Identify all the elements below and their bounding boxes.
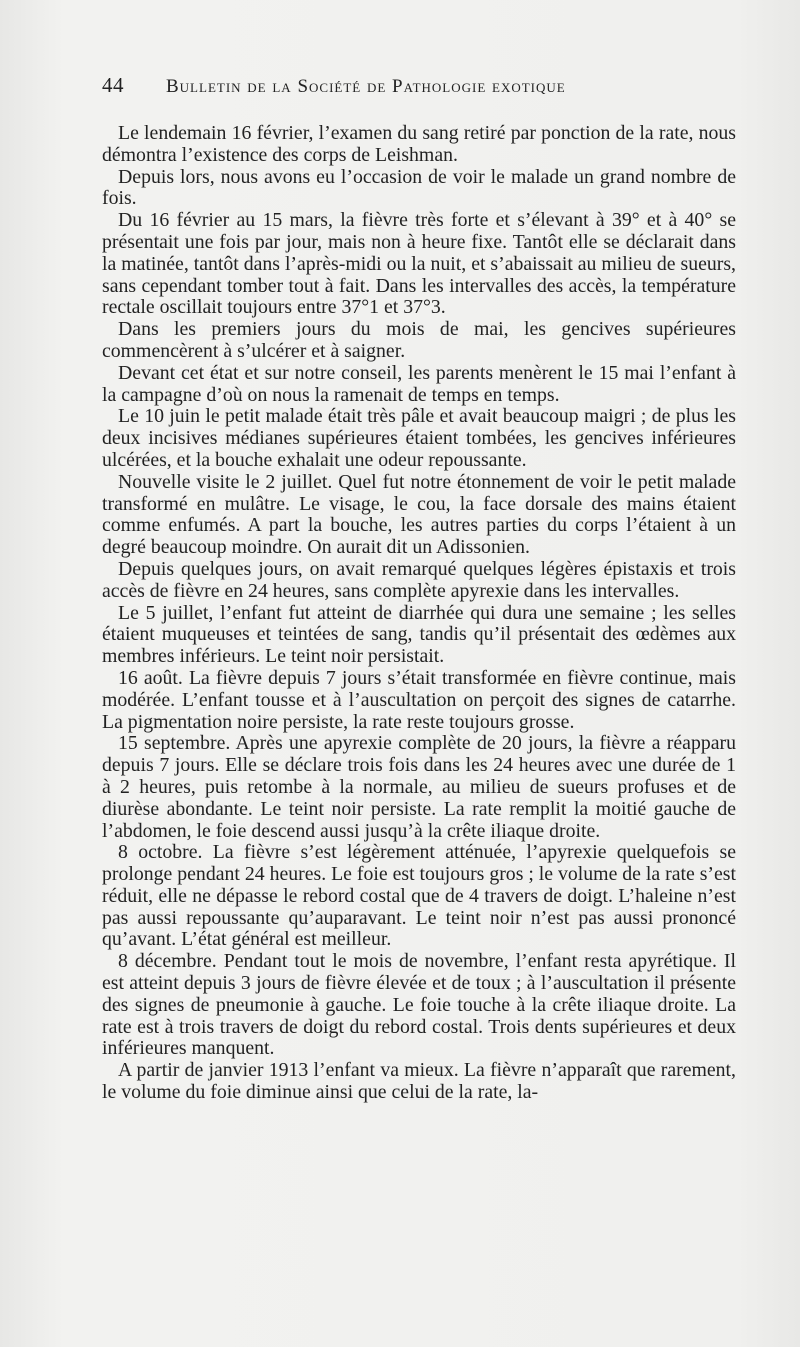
page-header <box>102 73 736 109</box>
paragraph: Le lendemain 16 février, l’examen du sang retiré par ponction de la rate, nous démontra l’existence des corps de Leishman. <box>102 122 736 166</box>
paragraph: 16 août. La fièvre depuis 7 jours s’était transformée en fièvre continue, mais modérée. L’enfant tousse et à l’auscultation on perçoit des signes de catarrhe. La pigmentation noire persiste, la rate reste toujours grosse. <box>102 666 736 733</box>
paragraph: Depuis lors, nous avons eu l’occasion de voir le malade un grand nombre de fois. <box>102 165 736 210</box>
article-body <box>102 123 736 1104</box>
paragraph: Du 16 février au 15 mars, la fièvre très forte et s’élevant à 39° et à 40° se présentait une fois par jour, mais non à heure fixe. Tantôt elle se déclarait dans la matinée, tantôt dans l’après-midi ou la nuit, et s’abaissait au milieu de sueurs, sans cependant tomber tout à fait. Dans les intervalles des accès, la température rectale oscillait toujours entre 37°1 et 37°3. <box>102 209 736 319</box>
paragraph: Le 5 juillet, l’enfant fut atteint de diarrhée qui dura une semaine ; les selles étaient muqueuses et teintées de sang, tandis qu’il présentait des œdèmes aux membres inférieurs. Le teint noir persistait. <box>102 601 736 668</box>
running-title: Bulletin de la Société de Pathologie exotique <box>166 76 566 97</box>
paragraph: Le 10 juin le petit malade était très pâle et avait beaucoup maigri ; de plus les deux incisives médianes supérieures étaient tombées, les gencives inférieures ulcérées, et la bouche exhalait une odeur repoussante. <box>102 405 736 471</box>
paragraph: Devant cet état et sur notre conseil, les parents menèrent le 15 mai l’enfant à la campagne d’où on nous la ramenait de temps en temps. <box>102 361 736 406</box>
paragraph: 8 octobre. La fièvre s’est légèrement atténuée, l’apyrexie quelquefois se prolonge pendant 24 heures. Le foie est toujours gros ; le volume de la rate s’est réduit, elle ne dépasse le rebord costal que de 4 travers de doigt. L’haleine n’est pas aussi repoussante qu’auparavant. Le teint noir n’est pas aussi prononcé qu’avant. L’état général est meilleur. <box>102 841 736 951</box>
page-number: 44 <box>102 73 124 97</box>
paragraph: Nouvelle visite le 2 juillet. Quel fut notre étonnement de voir le petit malade transformé en mulâtre. Le visage, le cou, la face dorsale des mains étaient comme enfumés. A part la bouche, les autres parties du corps l’étaient à un degré beaucoup moindre. On aurait dit un Adissonien. <box>102 470 736 559</box>
paragraph: 15 septembre. Après une apyrexie complète de 20 jours, la fièvre a réapparu depuis 7 jours. Elle se déclare trois fois dans les 24 heures avec une durée de 1 à 2 heures, puis retombe à la normale, au milieu de sueurs profuses et de diurèse abondante. Le teint noir persiste. La rate remplit la moitié gauche de l’abdomen, le foie descend aussi jusqu’à la crête iliaque droite. <box>102 732 736 842</box>
paragraph: A partir de janvier 1913 l’enfant va mieux. La fièvre n’apparaît que rarement, le volume du foie diminue ainsi que celui de la rate, la- <box>102 1059 736 1104</box>
paragraph: Depuis quelques jours, on avait remarqué quelques légères épistaxis et trois accès de fièvre en 24 heures, sans complète apyrexie dans les intervalles. <box>102 557 736 602</box>
paragraph: Dans les premiers jours du mois de mai, les gencives supérieures commencèrent à s’ulcérer et à saigner. <box>102 318 736 362</box>
paragraph: 8 décembre. Pendant tout le mois de novembre, l’enfant resta apyrétique. Il est atteint depuis 3 jours de fièvre élevée et de toux ; à l’auscultation il présente des signes de pneumonie à gauche. Le foie touche à la crête iliaque droite. La rate est à trois travers de doigt du rebord costal. Trois dents supérieures et deux inférieures manquent. <box>102 950 736 1060</box>
